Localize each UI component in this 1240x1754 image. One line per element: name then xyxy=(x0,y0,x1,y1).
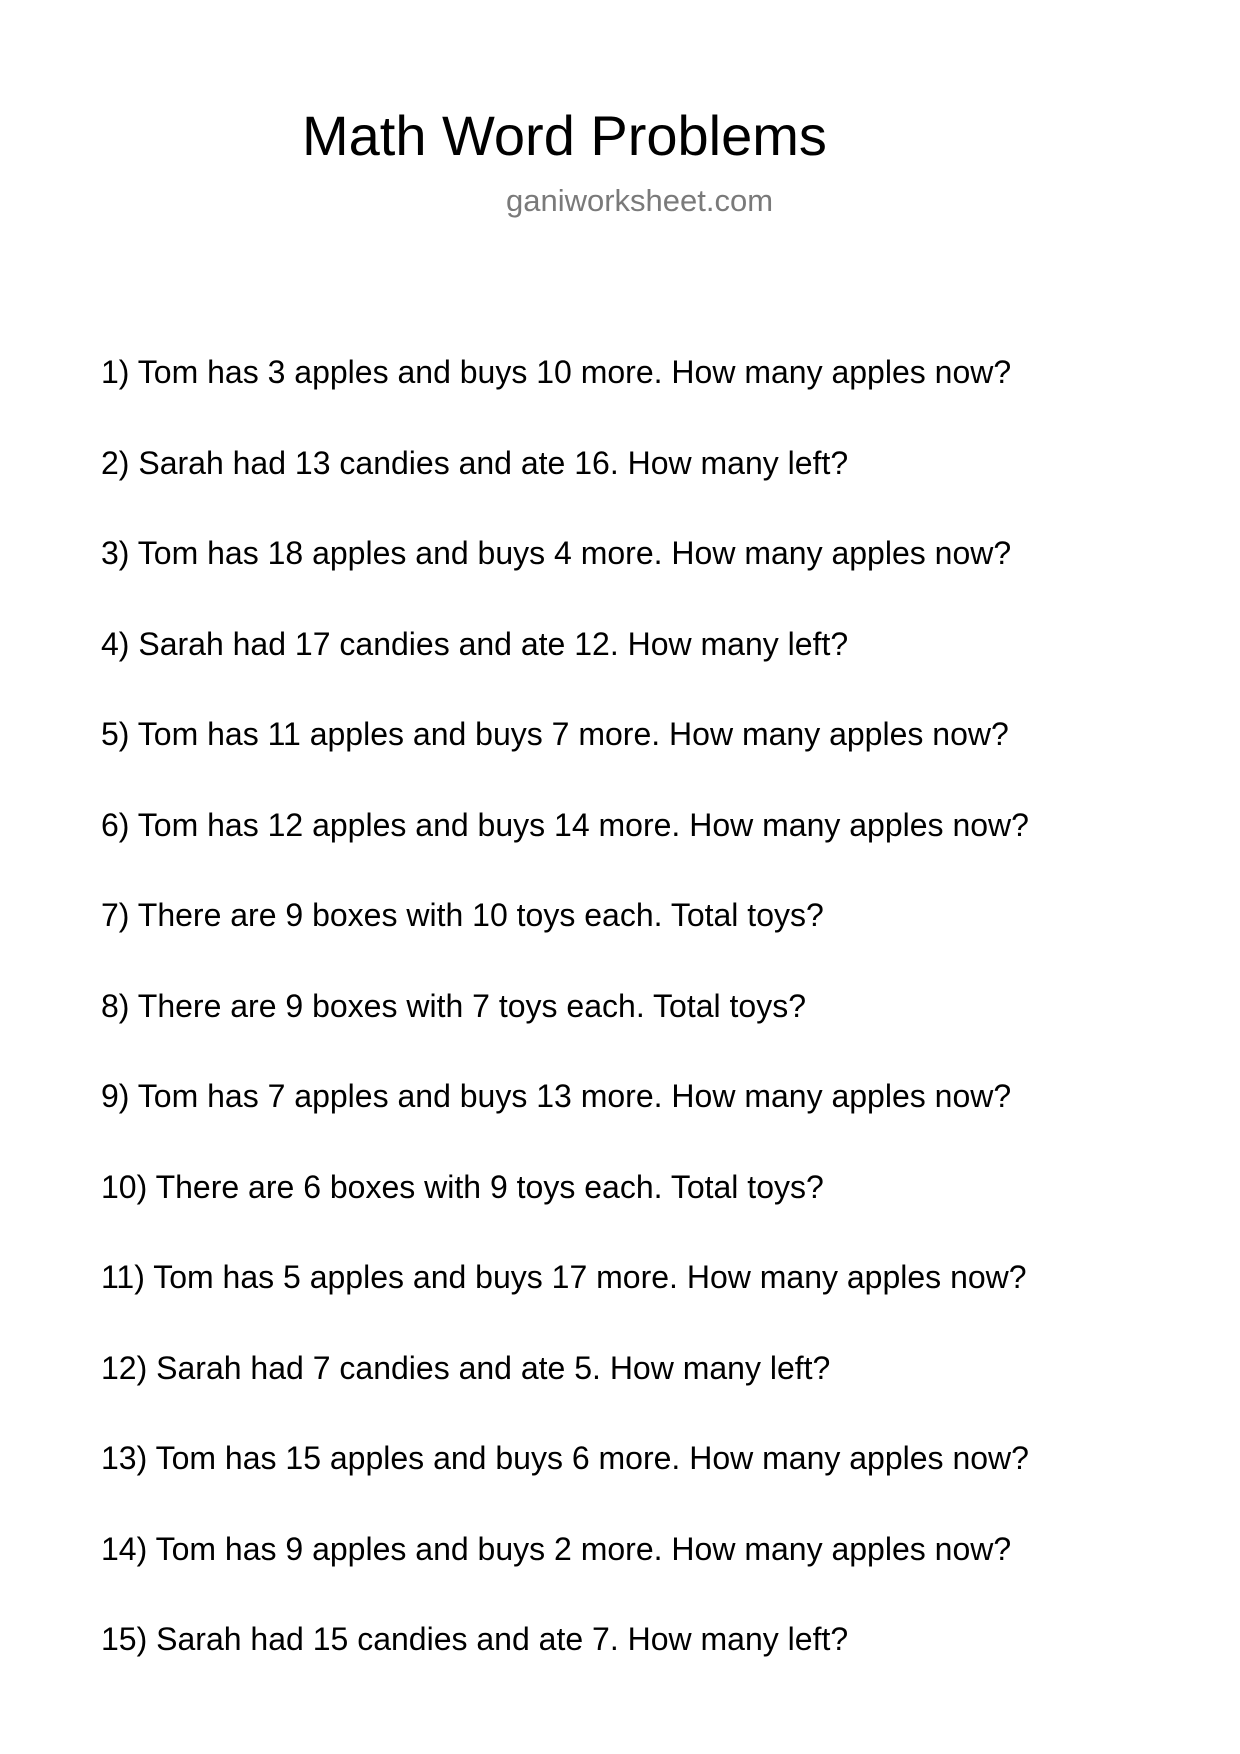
problem-text: 15) Sarah had 15 candies and ate 7. How many left? xyxy=(101,1621,849,1657)
problem-item xyxy=(101,1074,1029,1165)
problem-item xyxy=(101,803,1029,894)
problem-item xyxy=(101,984,1029,1075)
problem-text: 9) Tom has 7 apples and buys 13 more. How many apples now? xyxy=(101,1078,1012,1114)
problem-text: 10) There are 6 boxes with 9 toys each. Total toys? xyxy=(101,1168,824,1205)
problem-text: 12) Sarah had 7 candies and ate 5. How many left? xyxy=(101,1349,831,1386)
problem-text: 8) There are 9 boxes with 7 toys each. Total toys? xyxy=(101,987,806,1024)
problem-text: 3) Tom has 18 apples and buys 4 more. How many apples now? xyxy=(101,535,1012,571)
problem-text: 7) There are 9 boxes with 10 toys each. Total toys? xyxy=(101,897,824,933)
site-name: ganiworksheet.com xyxy=(506,183,774,218)
problem-item xyxy=(101,712,1029,803)
problem-item xyxy=(101,1617,1029,1708)
problem-text: 11) Tom has 5 apples and buys 17 more. How many apples now? xyxy=(101,1259,1027,1295)
problem-text: 1) Tom has 3 apples and buys 10 more. How many apples now? xyxy=(101,354,1012,390)
problem-text: 14) Tom has 9 apples and buys 2 more. How many apples now? xyxy=(101,1530,1012,1567)
problem-list xyxy=(101,350,1029,1708)
problem-text: 4) Sarah had 17 candies and ate 12. How many left? xyxy=(101,625,849,662)
problem-text: 5) Tom has 11 apples and buys 7 more. How many apples now? xyxy=(101,716,1009,752)
problem-item xyxy=(101,441,1029,532)
problem-item xyxy=(101,622,1029,713)
problem-item xyxy=(101,1436,1029,1527)
problem-text: 6) Tom has 12 apples and buys 14 more. How many apples now? xyxy=(101,806,1029,843)
problem-item xyxy=(101,350,1029,441)
problem-item xyxy=(101,1165,1029,1256)
problem-item xyxy=(101,1527,1029,1618)
page-title: Math Word Problems xyxy=(302,104,827,167)
problem-item xyxy=(101,1255,1029,1346)
problem-text: 13) Tom has 15 apples and buys 6 more. How many apples now? xyxy=(101,1440,1029,1476)
problem-item xyxy=(101,893,1029,984)
problem-item xyxy=(101,531,1029,622)
problem-item xyxy=(101,1346,1029,1437)
problem-text: 2) Sarah had 13 candies and ate 16. How many left? xyxy=(101,444,849,481)
